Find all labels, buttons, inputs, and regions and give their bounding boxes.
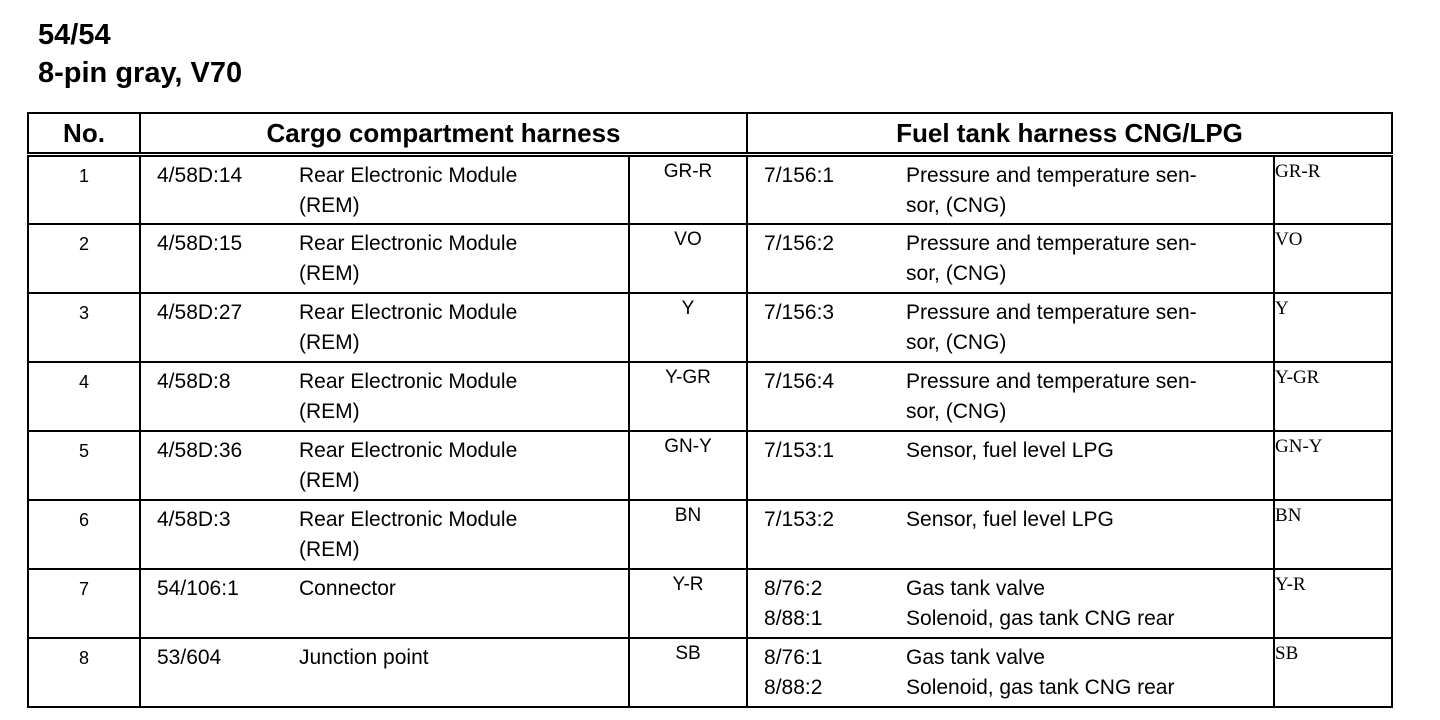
cargo-wire-color: Y <box>629 293 747 362</box>
fuel-code-2: 8/88:1 <box>764 607 823 630</box>
pin-number: 1 <box>28 155 140 225</box>
fuel-cell <box>747 431 1274 500</box>
fuel-wire-color: Y-GR <box>1274 362 1392 431</box>
fuel-cell <box>747 293 1274 362</box>
cargo-code: 54/106:1 <box>157 577 239 600</box>
fuel-description-line-1: Pressure and temperature sen- <box>906 370 1197 393</box>
cargo-wire-color: SB <box>629 638 747 707</box>
pin-number: 3 <box>28 293 140 362</box>
cargo-description-line-1: Rear Electronic Module <box>299 301 518 324</box>
column-header-cargo: Cargo compartment harness <box>140 113 747 155</box>
fuel-cell <box>747 224 1274 293</box>
cargo-wire-color: VO <box>629 224 747 293</box>
cargo-cell <box>140 569 629 638</box>
cargo-description-line-1: Rear Electronic Module <box>299 370 518 393</box>
fuel-wire-color: Y <box>1274 293 1392 362</box>
fuel-description-line-1: Pressure and temperature sen- <box>906 164 1197 187</box>
connector-pin-table <box>27 112 1393 708</box>
column-header-no: No. <box>28 113 140 155</box>
cargo-cell <box>140 431 629 500</box>
table-row <box>28 638 1392 707</box>
table-header-row <box>28 113 1392 155</box>
fuel-code-1: 8/76:1 <box>764 646 823 669</box>
fuel-cell <box>747 362 1274 431</box>
cargo-code: 53/604 <box>157 646 222 669</box>
table-row <box>28 569 1392 638</box>
cargo-description-line-2: (REM) <box>299 400 360 423</box>
cargo-description-line-1: Rear Electronic Module <box>299 439 518 462</box>
cargo-description-line-1: Junction point <box>299 646 429 669</box>
cargo-wire-color: BN <box>629 500 747 569</box>
fuel-wire-color: VO <box>1274 224 1392 293</box>
fuel-cell <box>747 638 1274 707</box>
cargo-code: 4/58D:3 <box>157 508 231 531</box>
pin-number: 5 <box>28 431 140 500</box>
cargo-description-line-1: Rear Electronic Module <box>299 508 518 531</box>
fuel-wire-color: GR-R <box>1274 155 1392 225</box>
cargo-description-line-2: (REM) <box>299 331 360 354</box>
column-header-fuel: Fuel tank harness CNG/LPG <box>747 113 1392 155</box>
fuel-code-1: 7/156:2 <box>764 232 835 255</box>
page-reference: 54/54 <box>38 19 111 51</box>
table-row <box>28 362 1392 431</box>
connector-subtitle: 8-pin gray, V70 <box>38 57 243 89</box>
fuel-code-1: 7/156:3 <box>764 301 835 324</box>
cargo-code: 4/58D:8 <box>157 370 231 393</box>
fuel-cell <box>747 500 1274 569</box>
fuel-description-line-1: Gas tank valve <box>906 646 1045 669</box>
cargo-cell <box>140 293 629 362</box>
fuel-description-line-1: Sensor, fuel level LPG <box>906 439 1114 462</box>
cargo-description-line-2: (REM) <box>299 538 360 561</box>
cargo-cell <box>140 500 629 569</box>
cargo-description-line-1: Rear Electronic Module <box>299 232 518 255</box>
table-row <box>28 293 1392 362</box>
pin-number: 7 <box>28 569 140 638</box>
cargo-wire-color: Y-GR <box>629 362 747 431</box>
cargo-cell <box>140 155 629 225</box>
fuel-code-1: 8/76:2 <box>764 577 823 600</box>
fuel-description-line-2: Solenoid, gas tank CNG rear <box>906 676 1175 699</box>
fuel-description-line-2: Solenoid, gas tank CNG rear <box>906 607 1175 630</box>
pin-number: 4 <box>28 362 140 431</box>
cargo-description-line-1: Rear Electronic Module <box>299 164 518 187</box>
fuel-cell <box>747 155 1274 225</box>
cargo-description-line-1: Connector <box>299 577 396 600</box>
cargo-code: 4/58D:15 <box>157 232 243 255</box>
fuel-description-line-1: Sensor, fuel level LPG <box>906 508 1114 531</box>
fuel-wire-color: GN-Y <box>1274 431 1392 500</box>
table-row <box>28 500 1392 569</box>
fuel-cell <box>747 569 1274 638</box>
cargo-description-line-2: (REM) <box>299 469 360 492</box>
fuel-description-line-2: sor, (CNG) <box>906 331 1007 354</box>
cargo-wire-color: Y-R <box>629 569 747 638</box>
cargo-wire-color: GN-Y <box>629 431 747 500</box>
fuel-description-line-2: sor, (CNG) <box>906 262 1007 285</box>
cargo-cell <box>140 638 629 707</box>
cargo-code: 4/58D:36 <box>157 439 243 462</box>
cargo-description-line-2: (REM) <box>299 194 360 217</box>
fuel-code-1: 7/153:2 <box>764 508 835 531</box>
table-row <box>28 155 1392 225</box>
cargo-description-line-2: (REM) <box>299 262 360 285</box>
fuel-description-line-1: Pressure and temperature sen- <box>906 301 1197 324</box>
fuel-description-line-2: sor, (CNG) <box>906 400 1007 423</box>
fuel-code-1: 7/156:1 <box>764 164 835 187</box>
fuel-code-2: 8/88:2 <box>764 676 823 699</box>
fuel-code-1: 7/153:1 <box>764 439 835 462</box>
page-header <box>38 16 242 92</box>
fuel-description-line-1: Gas tank valve <box>906 577 1045 600</box>
fuel-code-1: 7/156:4 <box>764 370 835 393</box>
pin-number: 6 <box>28 500 140 569</box>
cargo-code: 4/58D:14 <box>157 164 243 187</box>
fuel-wire-color: SB <box>1274 638 1392 707</box>
table-row <box>28 431 1392 500</box>
fuel-description-line-2: sor, (CNG) <box>906 194 1007 217</box>
pin-number: 2 <box>28 224 140 293</box>
table-row <box>28 224 1392 293</box>
cargo-cell <box>140 224 629 293</box>
cargo-wire-color: GR-R <box>629 155 747 225</box>
cargo-code: 4/58D:27 <box>157 301 243 324</box>
fuel-wire-color: Y-R <box>1274 569 1392 638</box>
pin-number: 8 <box>28 638 140 707</box>
table-body <box>28 155 1392 708</box>
cargo-cell <box>140 362 629 431</box>
fuel-wire-color: BN <box>1274 500 1392 569</box>
fuel-description-line-1: Pressure and temperature sen- <box>906 232 1197 255</box>
